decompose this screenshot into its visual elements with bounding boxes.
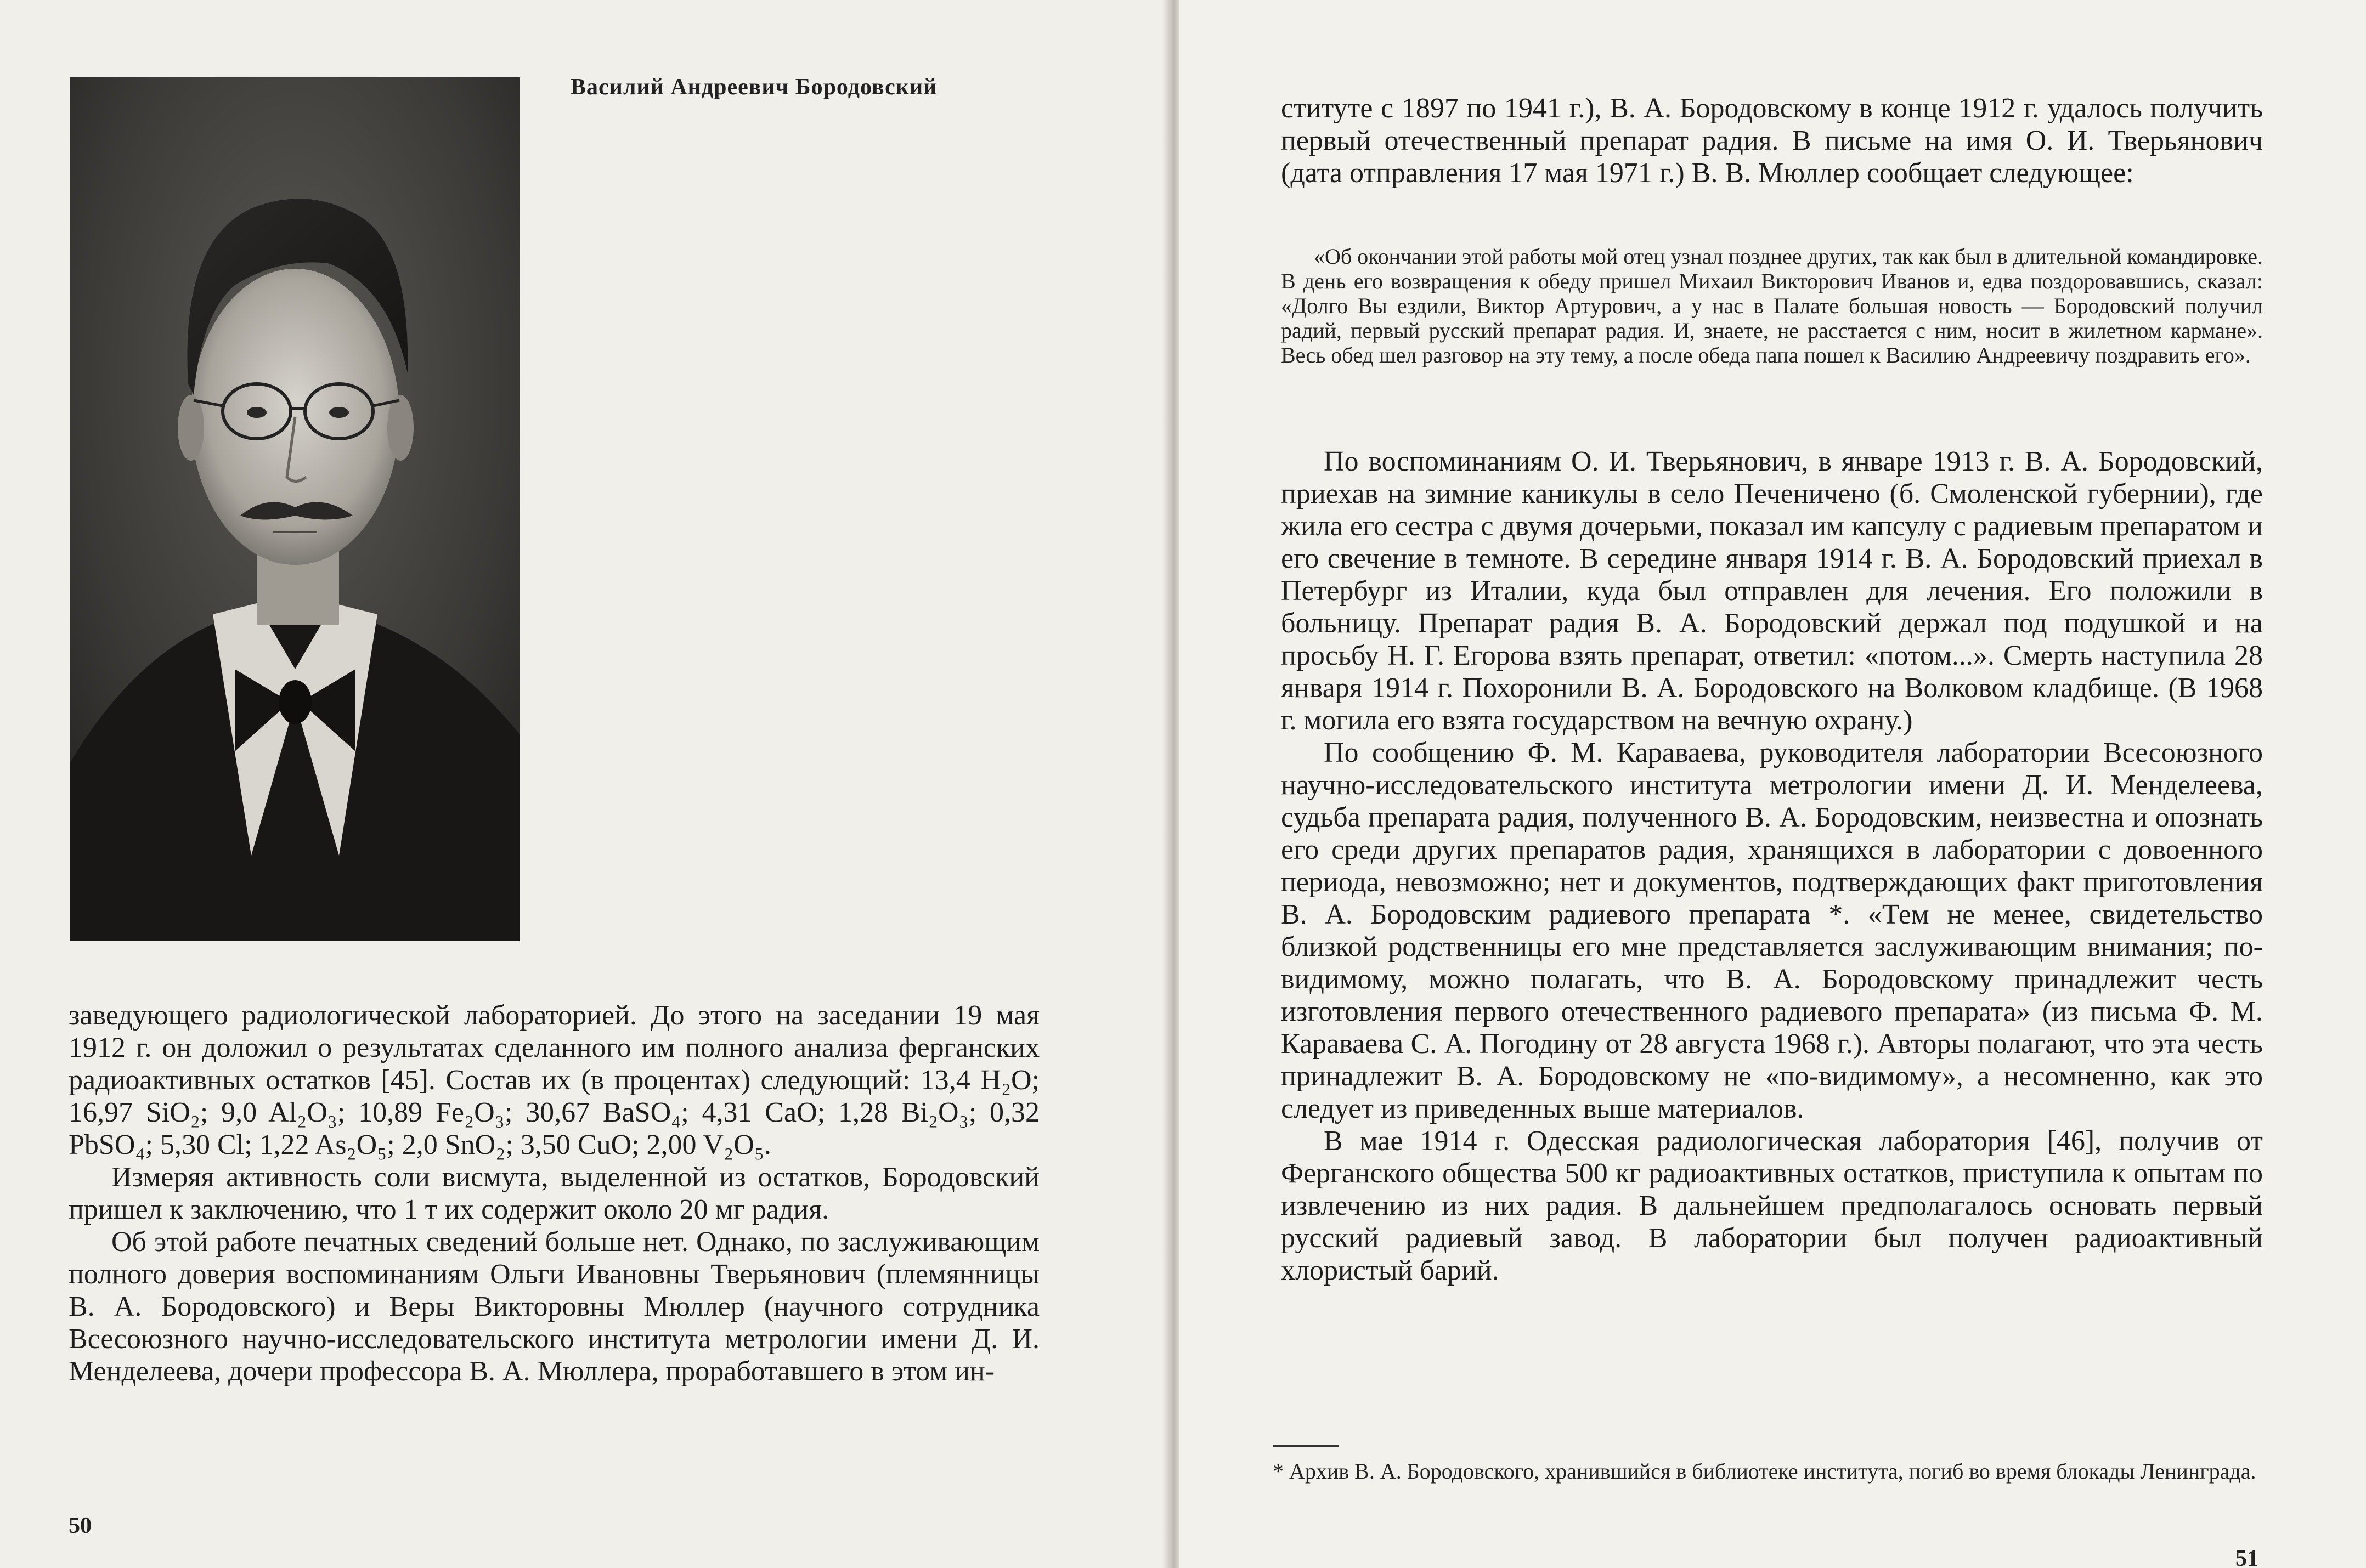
right-top-paragraph: [1281, 92, 2263, 189]
portrait-photo: [70, 77, 520, 941]
left-page: [0, 0, 1168, 1568]
paragraph: Измеряя активность соли висмута, выделенной из остатков, Бородовский пришел к заключению, что 1 т их содержит около 20 мг радия.: [69, 1162, 1040, 1225]
paragraph: Об этой работе печатных сведений больше нет. Однако, по заслуживающим полного доверия воспоминаниям Ольги Ивановны Тверьянович (племянницы В. А. Бородовского) и Веры Викторовны Мюллер (научного сотрудника Всесоюзного научно-исследовательского института метрологии имени Д. И. Менделеева, дочери профессора В. А. Мюллера, проработавшего в этом ин-: [69, 1226, 1040, 1387]
letter-quote: [1281, 244, 2263, 367]
paragraph: По воспоминаниям О. И. Тверьянович, в январе 1913 г. В. А. Бородовский, приехав на зимние каникулы в село Печеничено (б. Смоленской губернии), где жила его сестра с двумя дочерьми, показал им капсулу с радиевым препаратом и его свечение в темноте. В середине января 1914 г. В. А. Бородовский приехал в Петербург из Италии, куда был отправлен для лечения. Его положили в больницу. Препарат радия В. А. Бородовский держал под подушкой и на просьбу Н. Г. Егорова взять препарат, ответил: «потом...». Смерть наступила 28 января 1914 г. Похоронили В. А. Бородовского на Волковом кладбище. (В 1968 г. могила его взята государством на вечную охрану.): [1281, 446, 2263, 736]
paragraph: ституте с 1897 по 1941 г.), В. А. Бородовскому в конце 1912 г. удалось получить первый отечественный препарат радия. В письме на имя О. И. Тверьянович (дата отправления 17 мая 1971 г.) В. В. Мюллер сообщает следующее:: [1281, 93, 2263, 189]
quote-text: «Об окончании этой работы мой отец узнал позднее других, так как был в длительной командировке. В день его возвращения к обеду пришел Михаил Викторович Иванов и, едва поздоровавшись, сказал: «Долго Вы ездили, Виктор Артурович, а у нас в Палате большая новость — Бородовский получил радий, первый русский препарат радия. И, знаете, не расстается с ним, носит в жилетном кармане». Весь обед шел разговор на эту тему, а после обеда папа пошел к Василию Андреевичу поздравить его».: [1281, 244, 2263, 367]
left-body-text: [69, 999, 1040, 1388]
paragraph: заведующего радиологической лабораторией. До этого на заседании 19 мая 1912 г. он доложил о результатах сделанного им полного анализа ферганских радиоактивных остатков [45]. Состав их (в процентах) следующий: 13,4 H₂O; 16,97 SiO₂; 9,0 Al₂O₃; 10,89 Fe₂O₃; 30,67 BaSO₄; 4,31 CaO; 1,28 Bi₂O₃; 0,32 PbSO₄; 5,30 Cl; 1,22 As₂O₅; 2,0 SnO₂; 3,50 CuO; 2,00 V₂O₅.: [69, 1000, 1040, 1161]
footnote-text: * Архив В. А. Бородовского, хранившийся в библиотеке института, погиб во время блокады Ленинграда.: [1273, 1459, 2256, 1484]
paragraph: В мае 1914 г. Одесская радиологическая лаборатория [46], получив от Ферганского общества 500 кг радиоактивных остатков, приступила к опытам по извлечению из них радия. В дальнейшем предполагалось основать первый русский радиевый завод. В лаборатории был получен радиоактивный хлористый барий.: [1281, 1125, 2263, 1286]
page-number-left: 50: [69, 1513, 92, 1538]
footnote: [1273, 1459, 2266, 1484]
paragraph: По сообщению Ф. М. Караваева, руководителя лаборатории Всесоюзного научно-исследовательского института метрологии имени Д. И. Менделеева, судьба препарата радия, полученного В. А. Бородовским, неизвестна и опознать его среди других препаратов радия, хранящихся в лаборатории с довоенного периода, невозможно; нет и документов, подтверждающих факт приготовления В. А. Бородовским радиевого препарата *. «Тем не менее, свидетельство близкой родственницы его мне представляется заслуживающим внимания; по-видимому, можно полагать, что В. А. Бородовскому принадлежит честь изготовления первого отечественного радиевого препарата» (из письма Ф. М. Караваева С. А. Погодину от 28 августа 1968 г.). Авторы полагают, что эта честь принадлежит В. А. Бородовскому не «по-видимому», а несомненно, как это следует из приведенных выше материалов.: [1281, 737, 2263, 1124]
footnote-divider: [1273, 1445, 1339, 1447]
portrait-image: [70, 77, 520, 941]
photo-caption: Василий Андреевич Бородовский: [571, 75, 938, 100]
right-body-text: [1281, 445, 2263, 1287]
page-number-right: 51: [2235, 1546, 2258, 1568]
